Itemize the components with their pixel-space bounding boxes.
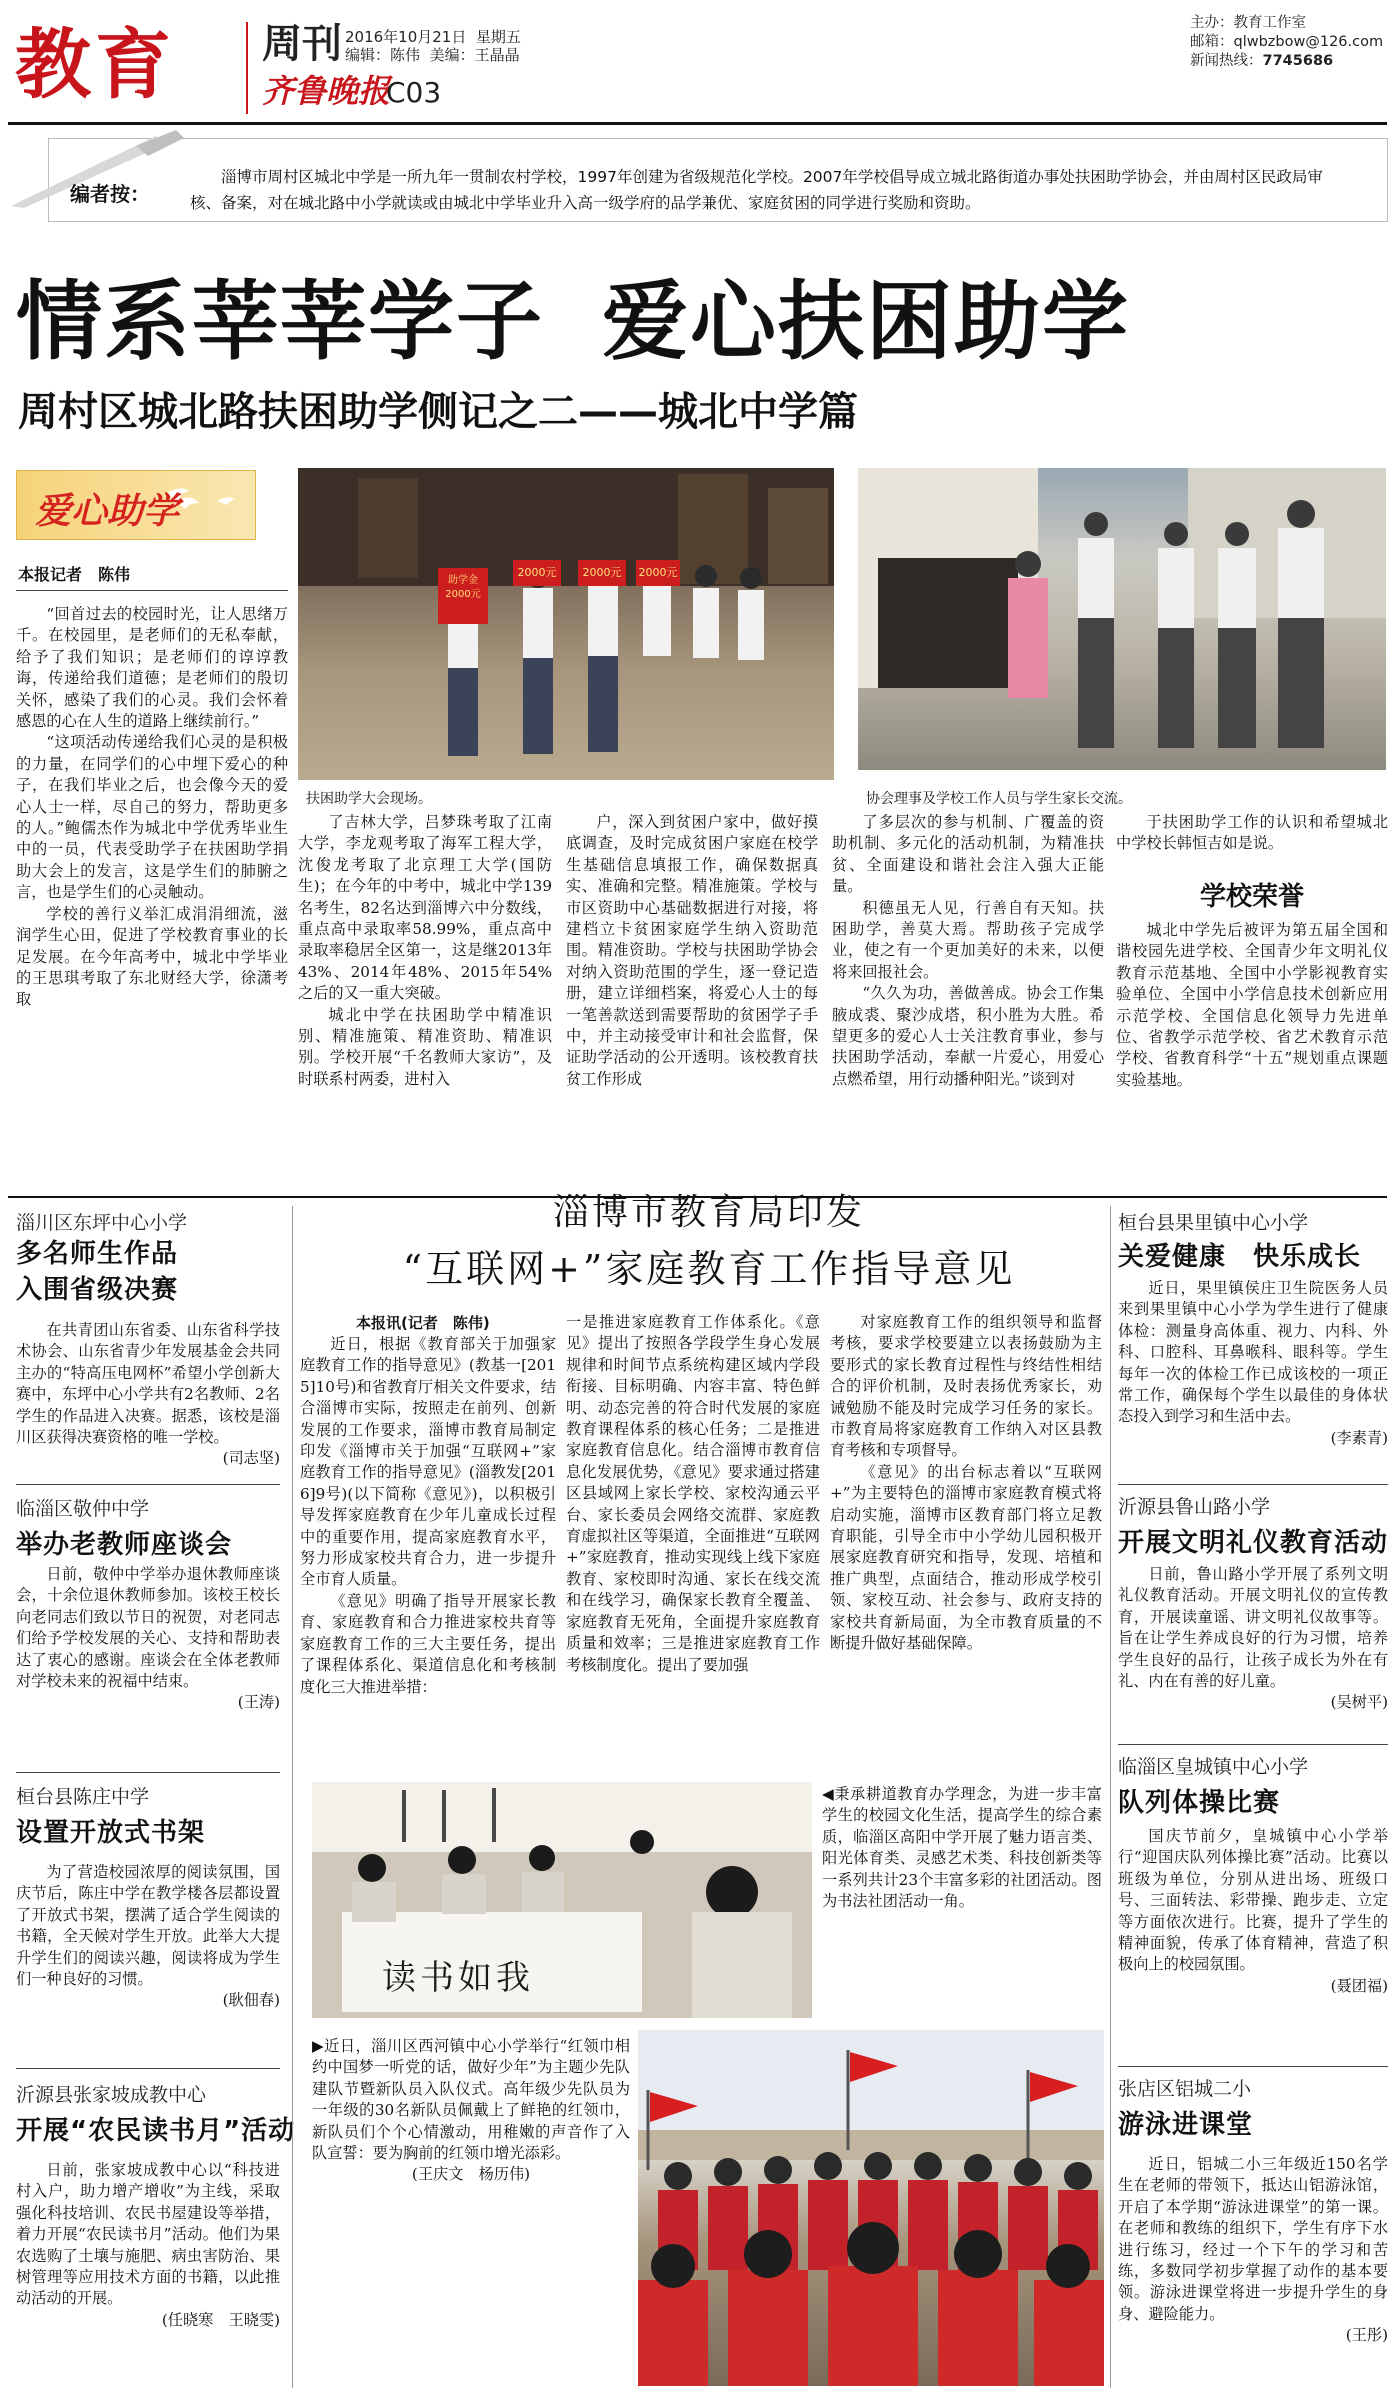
- paragraph: “回首过去的校园时光，让人思绪万千。在校园里，是老师们的无私奉献，给予了我们知识；是老师们的谆谆教诲，传递给我们道德；是老师们的殷切关怀，感染了我们的心灵。我们会怀着感恩的心在人生的道路上继续前行。”: [16, 605, 288, 731]
- masthead-contact: 主办：教育工作室 邮箱：qlwbzbow@126.com 新闻热线：7745686: [1190, 15, 1384, 69]
- main-col-2: [298, 812, 552, 1184]
- paragraph: 城北中学在扶困助学中精准识别、精准施策、精准资助、精准识别。学校开展“千名教师大家访”，及时联系村两委，进村入: [298, 1005, 552, 1088]
- photo-young-pioneers: [638, 2030, 1104, 2386]
- paragraph: “久久为功，善做善成。协会工作集腋成裘、聚沙成塔，积小胜为大胜。希望更多的爱心人士关注教育事业，参与扶困助学活动，奉献一片爱心，用爱心点燃希望，用行动播种阳光。”谈到对: [832, 984, 1104, 1088]
- main-col-3: [566, 812, 818, 1184]
- brief-text: 日前，鲁山路小学开展了系列文明礼仪教育活动。开展文明礼仪的宣传教育，开展读童谣、讲文明礼仪故事等。旨在让学生养成良好的行为习惯，培养学生良好的品行，让孩子成长为外在有礼、内在有善的好儿童。 (吴树平): [1118, 1565, 1388, 1712]
- photo-award-ceremony: [298, 468, 834, 780]
- award-banner-4: 2000元: [636, 560, 680, 586]
- editor-note-label: 编者按：: [70, 182, 150, 206]
- main-col-4: [832, 812, 1104, 1184]
- paragraph: 户，深入到贫困户家中，做好摸底调查，及时完成贫困户家庭在校学生基础信息填报工作，确保数据真实、准确和完整。精准施策。学校与市区资助中心基础数据进行对接，将建档立卡贫困家庭学生纳入资助范围。精准资助。学校与扶困助学协会对纳入资助范围的学生，逐一登记造册，建立详细档案，将爱心人士的每一笔善款送到需要帮助的贫困学子手中，并主动接受审计和社会监督，保证助学活动的公开透明。该校教育扶贫工作形成: [566, 813, 818, 1088]
- brief-text: 日前，张家坡成教中心以“科技进村入户，助力增产增收”为主线，采取强化科技培训、农民书屋建设等举措，着力开展“农民读书月”活动。他们为果农选购了土壤与施肥、病虫害防治、果树管理等应用技术方面的书籍，以此推动活动的开展。 (任晓寒 王晓雯): [16, 2161, 280, 2329]
- photo3-caption: ◀秉承耕道教育办学理念，为进一步丰富学生的校园文化生活，提高学生的综合素质，临淄区高阳中学开展了魅力语言类、阳光体育类、灵感艺术类、科技创新类等一系列共计23个丰富多彩的社团活动。图为书法社团活动一角。: [822, 1785, 1102, 1911]
- masthead-editors: 编辑：陈伟 美编：王晶晶: [345, 46, 520, 64]
- award-banner-2: 2000元: [513, 560, 561, 586]
- center-col-2: 一是推进家庭教育工作体系化。《意见》提出了按照各学段学生身心发展规律和时间节点系统构建区域内学段衔接、目标明确、内容丰富、特色鲜明、动态完善的符合时代发展的家庭教育课程体系的核心任务；二是推进家庭教育信息化。结合淄博市教育信息化发展优势，《意见》要求通过搭建区县域网上家长学校、家校沟通云平台、家长委员会网络交流群、家庭教育虚拟社区等渠道，全面推进“互联网+”家庭教育，推动实现线上线下家庭教育、家校即时沟通、家长在线交流和在线学习，确保家长教育全覆盖、家庭教育无死角，全面提升家庭教育质量和效率；三是推进家庭教育工作考核制度化。提出了要加强: [566, 1313, 820, 1674]
- center-byline: 本报讯(记者 陈伟): [356, 1314, 490, 1332]
- brief-title: 游泳进课堂: [1118, 2110, 1254, 2140]
- brief-kicker: 桓台县陈庄中学: [16, 1786, 150, 1808]
- brief-title: 设置开放式书架: [16, 1818, 206, 1848]
- award-banner-3: 2000元: [578, 560, 626, 586]
- brief-kicker: 沂源县鲁山路小学: [1118, 1496, 1271, 1518]
- honor-text: 城北中学先后被评为第五届全国和谐校园先进学校、全国青少年文明礼仪教育示范基地、全国中小学影视教育实验单位、全国中小学信息技术创新应用示范学校、全国信息化领导力先进单位、省教学示范学校、省艺术教育示范学校、省教育科学“十五”规划重点课题实验基地。: [1116, 921, 1388, 1089]
- brief-title: 多名师生作品 入围省级决赛: [16, 1239, 179, 1305]
- aixin-zhuxue-logo: [16, 470, 256, 540]
- brief-text: 国庆节前夕，皇城镇中心小学举行“迎国庆队列体操比赛”活动。比赛以班级为单位，分别从进出场、班级口号、三面转法、彩带操、跑步走、立定等方面依次进行。比赛，提升了学生的精神面貌，传承了体育精神，营造了积极向上的校园氛围。 (聂团福): [1118, 1827, 1388, 1995]
- paragraph: 近日，根据《教育部关于加强家庭教育工作的指导意见》(教基一[2015]10号)和省教育厅相关文件要求，结合淄博市实际，按照走在前列、创新发展的工作要求，淄博市教育局制定印发《淄博市关于加强“互联网+”家庭教育工作的指导意见》(淄教发[2016]9号)(以下简称《意见》)，以积极引导发挥家庭教育在少年儿童成长过程中的重要作用，提高家庭教育水平，努力形成家校共育合力，进一步提升全市育人质量。: [300, 1335, 556, 1589]
- brief-title: 举办老教师座谈会: [16, 1530, 233, 1560]
- brief-title: 开展“农民读书月”活动: [16, 2116, 296, 2146]
- brief-title: 关爱健康 快乐成长: [1118, 1242, 1362, 1272]
- calligraphy-text: 读书如我: [382, 1958, 534, 1998]
- editor-note-text: 淄博市周村区城北中学是一所九年一贯制农村学校，1997年创建为省级规范化学校。2007年学校倡导成立城北路街道办事处扶困助学协会，并由周村区民政局审核、备案，对在城北路中小学就读或由城北中学毕业升入高一级学府的品学兼优、家庭贫困的同学进行奖励和资助。: [190, 168, 1323, 212]
- photo-calligraphy-club: [312, 1782, 812, 2018]
- photo1-caption: 扶困助学大会现场。: [306, 791, 432, 807]
- brief-kicker: 张店区铝城二小: [1118, 2078, 1252, 2100]
- brief-text: 近日，铝城二小三年级近150名学生在老师的带领下，抵达山铝游泳馆，开启了本学期“游泳进课堂”的第一课。在老师和教练的组织下，学生有序下水进行练习，经过一个下午的学习和苦练，多数同学初步掌握了动作的基本要领。游泳进课堂将进一步提升学生的身身、避险能力。 (王彤): [1118, 2155, 1388, 2345]
- masthead-column: 周刊: [262, 21, 342, 67]
- logo-text: 爱心助学: [35, 491, 180, 532]
- center-title-2: “互联网+”家庭教育工作指导意见: [402, 1247, 1016, 1291]
- brief-text: 日前，敬仲中学举办退休教师座谈会，十余位退休教师参加。该校王校长向老同志们致以节日的祝贺，对老同志们给予学校发展的关心、支持和帮助表达了衷心的感谢。座谈会在全体老教师对学校未来的祝福中结束。 (王涛): [16, 1565, 280, 1712]
- masthead-date: 2016年10月21日 星期五: [345, 28, 521, 46]
- paragraph: “这项活动传递给我们心灵的是积极的力量，在同学们的心中埋下爱心的种子，在我们毕业之后，也会像今天的爱心人士一样，尽自己的努力，帮助更多的人。”鲍儒杰作为城北中学优秀毕业生中的一员，代表受助学子在扶困助学捐助大会上的发言，这是学生们的肺腑之言，也是学生们的心灵触动。: [16, 733, 288, 902]
- masthead-title: 教育: [15, 20, 175, 109]
- brief-title: 队列体操比赛: [1118, 1788, 1281, 1818]
- brief-kicker: 沂源县张家坡成教中心: [16, 2084, 207, 2106]
- paragraph: 于扶困助学工作的认识和希望城北中学校长韩恒吉如是说。: [1116, 813, 1388, 853]
- main-col-5: [1116, 812, 1388, 872]
- main-col-1: [16, 604, 288, 1184]
- photo-parent-meeting: [858, 468, 1386, 770]
- center-title-1: 淄博市教育局印发: [552, 1192, 865, 1233]
- paragraph: 《意见》明确了指导开展家长教育、家庭教育和合力推进家校共育等家庭教育工作的三大主要任务，提出了课程体系化、渠道信息化和考核制度化三大推进举措：: [300, 1591, 556, 1696]
- brief-kicker: 临淄区皇城镇中心小学: [1118, 1756, 1309, 1778]
- paragraph: 对家庭教育工作的组织领导和监督考核，要求学校要建立以表扬鼓励为主要形式的家长教育过程性与终结性相结合的评价机制，及时表扬优秀家长，劝诫勉励不能及时完成学习任务的家长。市教育局将家庭教育工作纳入对区县教育考核和专项督导。: [830, 1313, 1102, 1460]
- brief-text: 在共青团山东省委、山东省科学技术协会、山东省青少年发展基金会共同主办的“特高压电网杯”希望小学创新大赛中，东坪中心小学共有2名教师、2名学生的作品进入决赛。据悉，该校是淄川区获得决赛资格的唯一学校。 (司志坚): [16, 1321, 280, 1468]
- page-number: C03: [386, 76, 442, 109]
- brief-text: 近日，果里镇侯庄卫生院医务人员来到果里镇中心小学为学生进行了健康体检：测量身高体重、视力、内科、外科、口腔科、耳鼻喉科、眼科等。学生每年一次的体检工作已成该校的一项正常工作，确保每个学生以最佳的身体状态投入到学习和生活中去。 (李素青): [1118, 1279, 1388, 1447]
- brief-kicker: 桓台县果里镇中心小学: [1118, 1212, 1309, 1234]
- paragraph: 积德虽无人见，行善自有天知。扶困助学，善莫大焉。帮助孩子完成学业，使之有一个更加美好的未来，以便将来回报社会。: [832, 898, 1104, 981]
- photo2-caption: 协会理事及学校工作人员与学生家长交流。: [866, 791, 1132, 807]
- paper-logo: 齐鲁晚报: [262, 72, 391, 110]
- paragraph: 《意见》的出台标志着以“互联网+”为主要特色的淄博市家庭教育模式将启动实施，淄博市区教育部门将立足教育职能，引导全市中小学幼儿园积极开展家庭教育研究和指导，发现、培植和推广典型，点面结合，推动形成学校引领、家校互动、社会参与、政府支持的家校共育新局面，为全市教育质量的不断提升做好基础保障。: [830, 1462, 1102, 1653]
- paragraph: 学校的善行义举汇成涓涓细流，滋润学生心田，促进了学校教育事业的长足发展。在今年高考中，城北中学毕业的王思琪考取了东北财经大学，徐潇考取: [16, 904, 288, 1009]
- paragraph: 了吉林大学，吕梦珠考取了江南大学，李龙观考取了海军工程大学，沈俊龙考取了北京理工大学(国防生)；在今年的中考中，城北中学139名考生，82名达到淄博六中分数线，重点高中录取率58.99%，重点高中录取率稳居全区第一，这是继2013年43%、2014年48%、2015年54%之后的又一重大突破。: [298, 813, 552, 1003]
- brief-text: 为了营造校园浓厚的阅读氛围，国庆节后，陈庄中学在教学楼各层都设置了开放式书架，摆满了适合学生阅读的书籍，全天候对学生开放。此举大大提升学生们的阅读兴趣，阅读将成为学生们一种良好的习惯。 (耿佃春): [16, 1863, 280, 2010]
- honor-title: 学校荣誉: [1199, 882, 1304, 912]
- paragraph: 了多层次的参与机制、广覆盖的资助机制、多元化的活动机制，为精准扶贫、全面建设和谐社会注入强大正能量。: [832, 813, 1104, 896]
- brief-kicker: 临淄区敬仲中学: [16, 1498, 150, 1520]
- center-col-3: [830, 1312, 1102, 1774]
- headline: 情系莘莘学子 爱心扶困助学: [16, 272, 1130, 372]
- photo4-caption: ▶近日，淄川区西河镇中心小学举行“红领巾相约中国梦一听党的话，做好少年”为主题少先队建队节暨新队员入队仪式。高年级少先队员为一年级的30名新队员佩戴上了鲜艳的红领巾，新队员们个个心情激动，用稚嫩的声音作了入队宣誓：要为胸前的红领巾增光添彩。 (王庆文 杨历伟): [312, 2037, 630, 2184]
- byline: 本报记者 陈伟: [18, 565, 131, 584]
- subhead: 周村区城北路扶困助学侧记之二——城北中学篇: [18, 389, 858, 435]
- brief-kicker: 淄川区东坪中心小学: [16, 1212, 188, 1234]
- brief-title: 开展文明礼仪教育活动: [1118, 1528, 1389, 1558]
- center-col-1: [300, 1334, 556, 1774]
- award-banner-1: 助学金 2000元: [438, 568, 488, 624]
